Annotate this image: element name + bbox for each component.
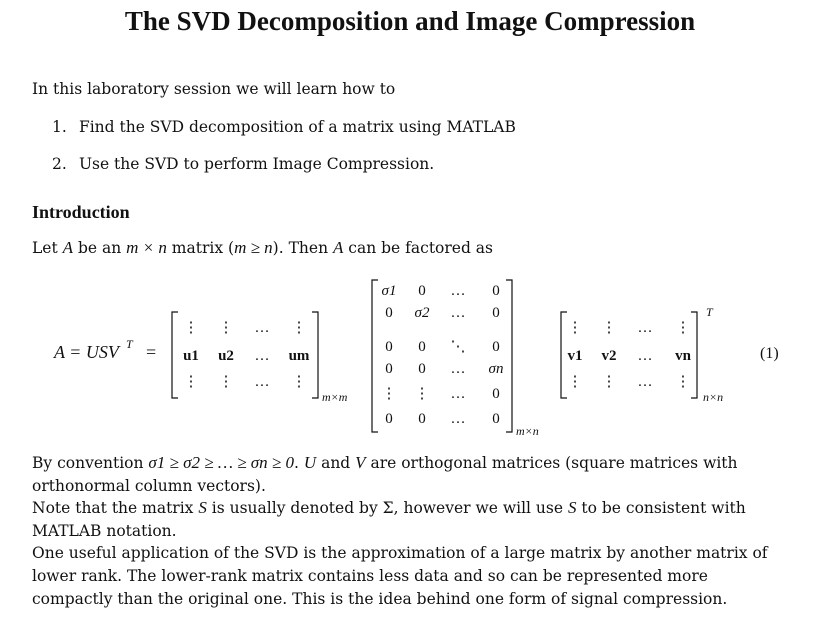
matrix-cell: 0 xyxy=(492,411,500,427)
equation-lhs: A = USV xyxy=(54,342,119,362)
matrix-cell: … xyxy=(450,361,466,377)
matrix-cell: σ1 xyxy=(381,283,397,299)
paragraph-convention xyxy=(32,452,792,497)
math-symbol: A xyxy=(62,238,74,257)
matrix-cell: v2 xyxy=(601,348,617,364)
matrix-cell: ⋮ xyxy=(183,320,199,336)
right-bracket xyxy=(312,312,318,398)
matrix-cell: … xyxy=(254,348,270,364)
math-symbol: A xyxy=(332,238,344,257)
matrix-cell: ⋱ xyxy=(450,339,466,355)
matrix-cell: 0 xyxy=(418,361,426,377)
right-bracket xyxy=(691,312,697,398)
text-run: Let xyxy=(32,239,63,257)
matrix-cell: 0 xyxy=(385,411,393,427)
left-bracket xyxy=(172,312,178,398)
matrix-cell: ⋮ xyxy=(567,320,583,336)
objective-item xyxy=(52,118,516,155)
paragraph-application: One useful application of the SVD is the approximation of a large matrix by another matrix of lower rank. The lower-rank matrix contains less data and so can be represented more compactly than the original one. This is the idea behind one form of signal compression. xyxy=(32,544,768,608)
text-run: be an xyxy=(73,239,127,257)
matrix-cell: 0 xyxy=(385,361,393,377)
matrix-cell: 0 xyxy=(492,339,500,355)
objective-number: 2. xyxy=(52,155,67,173)
matrix-cell: … xyxy=(450,283,466,299)
matrix-cell: ⋮ xyxy=(567,374,583,390)
matrix-cell: 0 xyxy=(418,283,426,299)
text-run: is usually denoted by Σ, however we will use xyxy=(206,499,568,518)
matrix-V-transpose-superscript: T xyxy=(706,305,713,319)
matrix-cell: 0 xyxy=(492,386,500,402)
left-bracket xyxy=(561,312,567,398)
matrix-cell: … xyxy=(450,386,466,402)
matrix-cell: … xyxy=(637,348,653,364)
matrix-cell: 0 xyxy=(385,305,393,321)
matrix-cell: ⋮ xyxy=(291,320,307,336)
matrix-cell: u2 xyxy=(218,348,234,364)
matrix-cell: ⋮ xyxy=(218,374,234,390)
objective-text: Use the SVD to perform Image Compression. xyxy=(78,155,435,173)
matrix-V-dimension: n×n xyxy=(703,390,724,404)
text-run: can be factored as xyxy=(343,239,494,257)
matrix-cell: σn xyxy=(488,361,504,377)
math-expression: m × n xyxy=(126,238,167,257)
matrix-cell: 0 xyxy=(418,339,426,355)
math-expression: m ≥ n xyxy=(234,238,273,257)
matrix-cell: … xyxy=(450,305,466,321)
matrix-cell: 0 xyxy=(492,283,500,299)
section-heading-introduction: Introduction xyxy=(32,202,130,222)
matrix-cell: v1 xyxy=(567,348,583,364)
math-symbol: V xyxy=(355,453,366,472)
matrix-cell: 0 xyxy=(492,305,500,321)
matrix-cell: σ2 xyxy=(414,305,430,321)
right-bracket xyxy=(506,280,512,432)
math-symbol: U xyxy=(303,453,317,472)
matrix-U xyxy=(172,312,348,404)
matrix-cell: ⋮ xyxy=(601,374,617,390)
objective-text: Find the SVD decomposition of a matrix using MATLAB xyxy=(78,118,516,136)
matrix-cell: … xyxy=(637,374,653,390)
matrix-cell: ⋮ xyxy=(414,386,430,402)
matrix-V-transpose xyxy=(561,305,723,404)
text-run: to be consistent with MATLAB notation. xyxy=(32,499,746,540)
intro-sentence: In this laboratory session we will learn how to xyxy=(32,80,396,98)
objective-item xyxy=(52,155,516,192)
matrix-cell: ⋮ xyxy=(675,320,691,336)
matrix-cell: ⋮ xyxy=(218,320,234,336)
matrix-cell: … xyxy=(450,411,466,427)
math-symbol: S xyxy=(567,498,577,518)
equation-lhs-superscript: T xyxy=(126,337,133,351)
matrix-cell: u1 xyxy=(183,348,199,364)
matrix-cell: 0 xyxy=(418,411,426,427)
document-title: The SVD Decomposition and Image Compression xyxy=(124,6,696,36)
math-expression: σ1 ≥ σ2 ≥ … ≥ σn ≥ 0 xyxy=(148,453,295,472)
matrix-cell: … xyxy=(637,320,653,336)
paragraph-notation xyxy=(32,497,792,542)
svd-equation xyxy=(0,270,820,440)
matrix-S-dimension: m×n xyxy=(516,424,539,438)
body-text xyxy=(32,452,792,610)
text-run: and xyxy=(316,454,356,472)
matrix-cell: ⋮ xyxy=(291,374,307,390)
math-symbol: S xyxy=(198,498,207,518)
objective-number: 1. xyxy=(52,118,67,136)
text-run: Note that the matrix xyxy=(32,499,199,518)
matrix-U-dimension: m×m xyxy=(322,390,348,404)
equation-number: (1) xyxy=(760,345,779,362)
matrix-cell: ⋮ xyxy=(381,386,397,402)
matrix-cell: 0 xyxy=(385,339,393,355)
matrix-cell: ⋮ xyxy=(183,374,199,390)
factorization-sentence xyxy=(32,238,493,258)
matrix-cell: … xyxy=(254,320,270,336)
matrix-cell: ⋮ xyxy=(601,320,617,336)
matrix-S xyxy=(372,280,539,438)
text-run: By convention xyxy=(32,454,149,472)
left-bracket xyxy=(372,280,378,432)
matrix-cell: … xyxy=(254,374,270,390)
text-run: ). Then xyxy=(272,239,333,257)
text-run: . xyxy=(294,454,304,472)
text-run: matrix ( xyxy=(166,239,235,257)
equals-sign: = xyxy=(146,342,157,362)
matrix-cell: vn xyxy=(675,348,691,364)
matrix-cell: um xyxy=(288,348,310,364)
matrix-cell: ⋮ xyxy=(675,374,691,390)
text-run: are orthogonal matrices (square matrices with orthonormal column vectors). xyxy=(32,454,738,495)
objectives-list xyxy=(52,118,516,192)
